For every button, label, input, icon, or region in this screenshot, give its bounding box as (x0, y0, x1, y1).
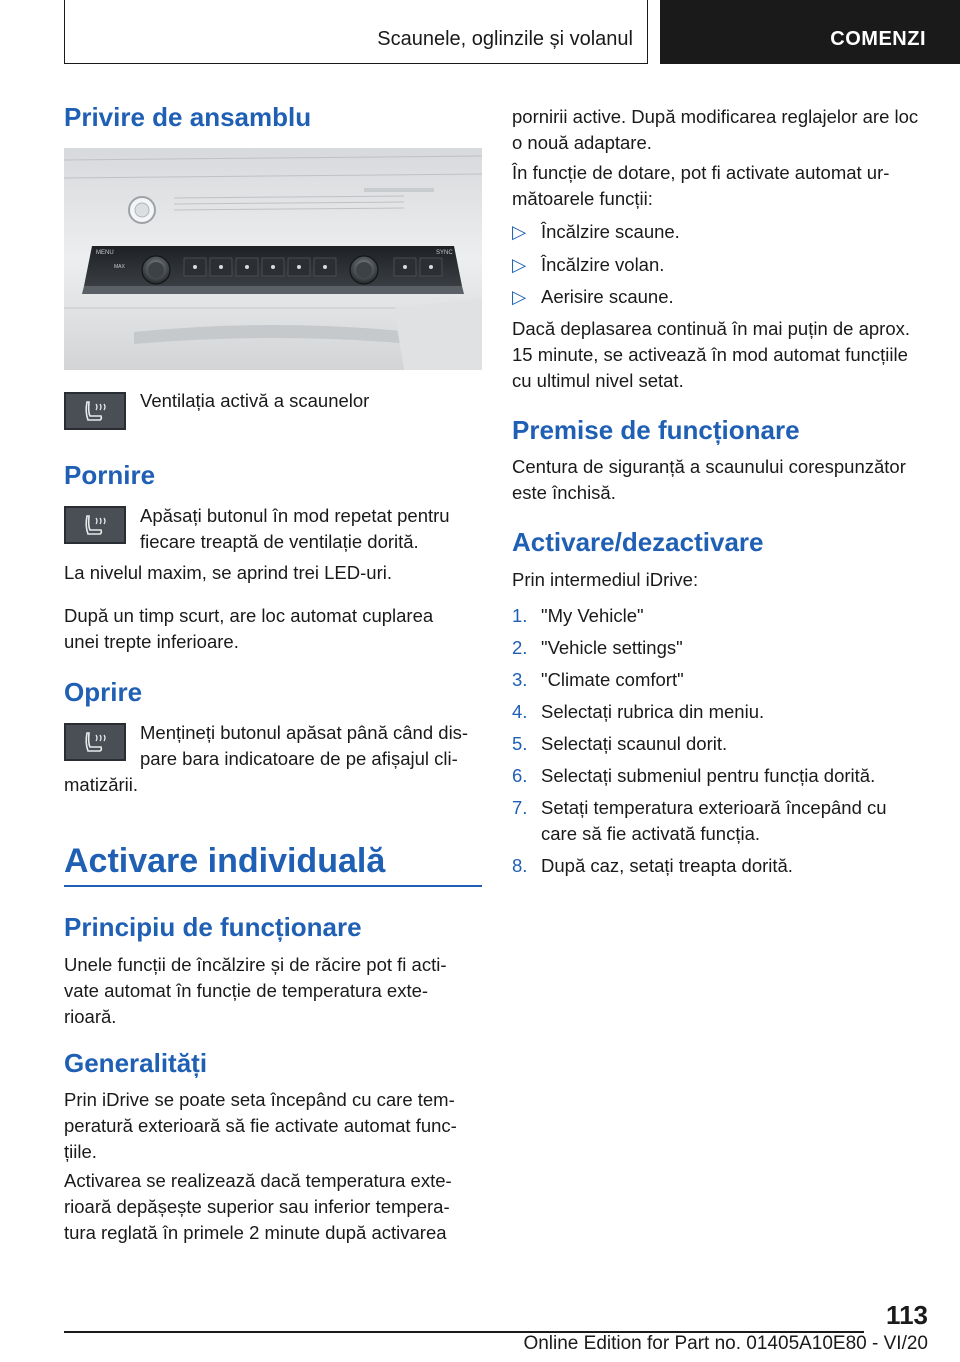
pornire-heading: Pornire (64, 460, 156, 490)
triangle-bullet-icon: ▷ (512, 286, 527, 307)
triangle-bullet-icon: ▷ (512, 254, 527, 275)
right-line-2: o nouă adaptare. (512, 132, 652, 153)
sync-label: SYNC (436, 250, 453, 256)
oprire-line-3: matizării. (64, 774, 139, 795)
general-line-6: tura reglată în primele 2 minute după activarea (64, 1222, 447, 1243)
page-number: 113 (886, 1300, 928, 1330)
general-line-5: rioară depășește superior sau inferior tempera- (64, 1196, 450, 1217)
max-label: MAX (114, 264, 125, 270)
footer-edition: Online Edition for Part no. 01405A10E80 - VI/20 (523, 1333, 928, 1354)
heading-rule (64, 885, 482, 887)
pornire-text-2: fiecare treaptă de ventilație dorită. (140, 531, 419, 552)
general-line-3: țiile. (64, 1141, 97, 1162)
chapter-tab-label: COMENZI (830, 28, 926, 50)
figure-caption: Ventilația activă a scaunelor (140, 390, 370, 411)
chapter-tab[interactable] (660, 0, 960, 64)
seat-ventilation-button-icon (64, 392, 126, 430)
right-line-7: cu ultimul nivel setat. (512, 370, 684, 391)
menu-label: MENU (96, 250, 114, 256)
oprire-heading: Oprire (64, 677, 143, 707)
premise-heading: Premise de funcționare (512, 415, 800, 445)
right-line-1: pornirii active. După modificarea reglajelor are loc (512, 106, 919, 127)
activare-individuala-heading: Activare individuală (64, 842, 386, 880)
oprire-line-1: Mențineți butonul apăsat până când dis- (140, 722, 469, 743)
general-line-4: Activarea se realizează dacă temperatura exte- (64, 1170, 452, 1191)
right-line-6: 15 minute, se activează în mod automat funcțiile (512, 344, 908, 365)
principiu-line-1: Unele funcții de încălzire și de răcire pot fi acti- (64, 954, 447, 975)
right-line-3: În funcție de dotare, pot fi activate automat ur- (512, 162, 890, 183)
right-line-5: Dacă deplasarea continuă în mai puțin de aprox. (512, 318, 911, 339)
seat-ventilation-button-icon (64, 723, 126, 761)
principiu-line-2: vate automat în funcție de temperatura exte- (64, 980, 429, 1001)
section-title: Scaunele, oglinzile și volanul (377, 28, 633, 50)
overview-heading: Privire de ansamblu (64, 102, 312, 132)
activare-intro: Prin intermediul iDrive: (512, 569, 699, 590)
pornire-paragraph-2b: unei trepte inferioare. (64, 631, 239, 652)
header-frame (64, 0, 648, 64)
premise-line-2: este închisă. (512, 482, 616, 503)
right-line-4: mătoarele funcții: (512, 188, 653, 209)
generalitati-heading: Generalități (64, 1048, 208, 1078)
triangle-bullet-icon: ▷ (512, 221, 527, 242)
climate-panel-figure (64, 148, 482, 370)
general-line-1: Prin iDrive se poate seta începând cu care tem- (64, 1089, 455, 1110)
premise-line-1: Centura de siguranță a scaunului corespunzător (512, 456, 906, 477)
pornire-paragraph-2a: După un timp scurt, are loc automat cuplarea (64, 605, 434, 626)
principiu-line-3: rioară. (64, 1006, 117, 1027)
activare-dezactivare-heading: Activare/dezactivare (512, 527, 764, 557)
pornire-text-1: Apăsați butonul în mod repetat pentru (140, 505, 450, 526)
principiu-heading: Principiu de funcționare (64, 912, 362, 942)
general-line-2: peratură exterioară să fie activate automat func- (64, 1115, 457, 1136)
seat-ventilation-button-icon (64, 506, 126, 544)
oprire-line-2: pare bara indicatoare de pe afișajul cli- (140, 748, 458, 769)
pornire-paragraph-1: La nivelul maxim, se aprind trei LED-uri. (64, 562, 392, 583)
